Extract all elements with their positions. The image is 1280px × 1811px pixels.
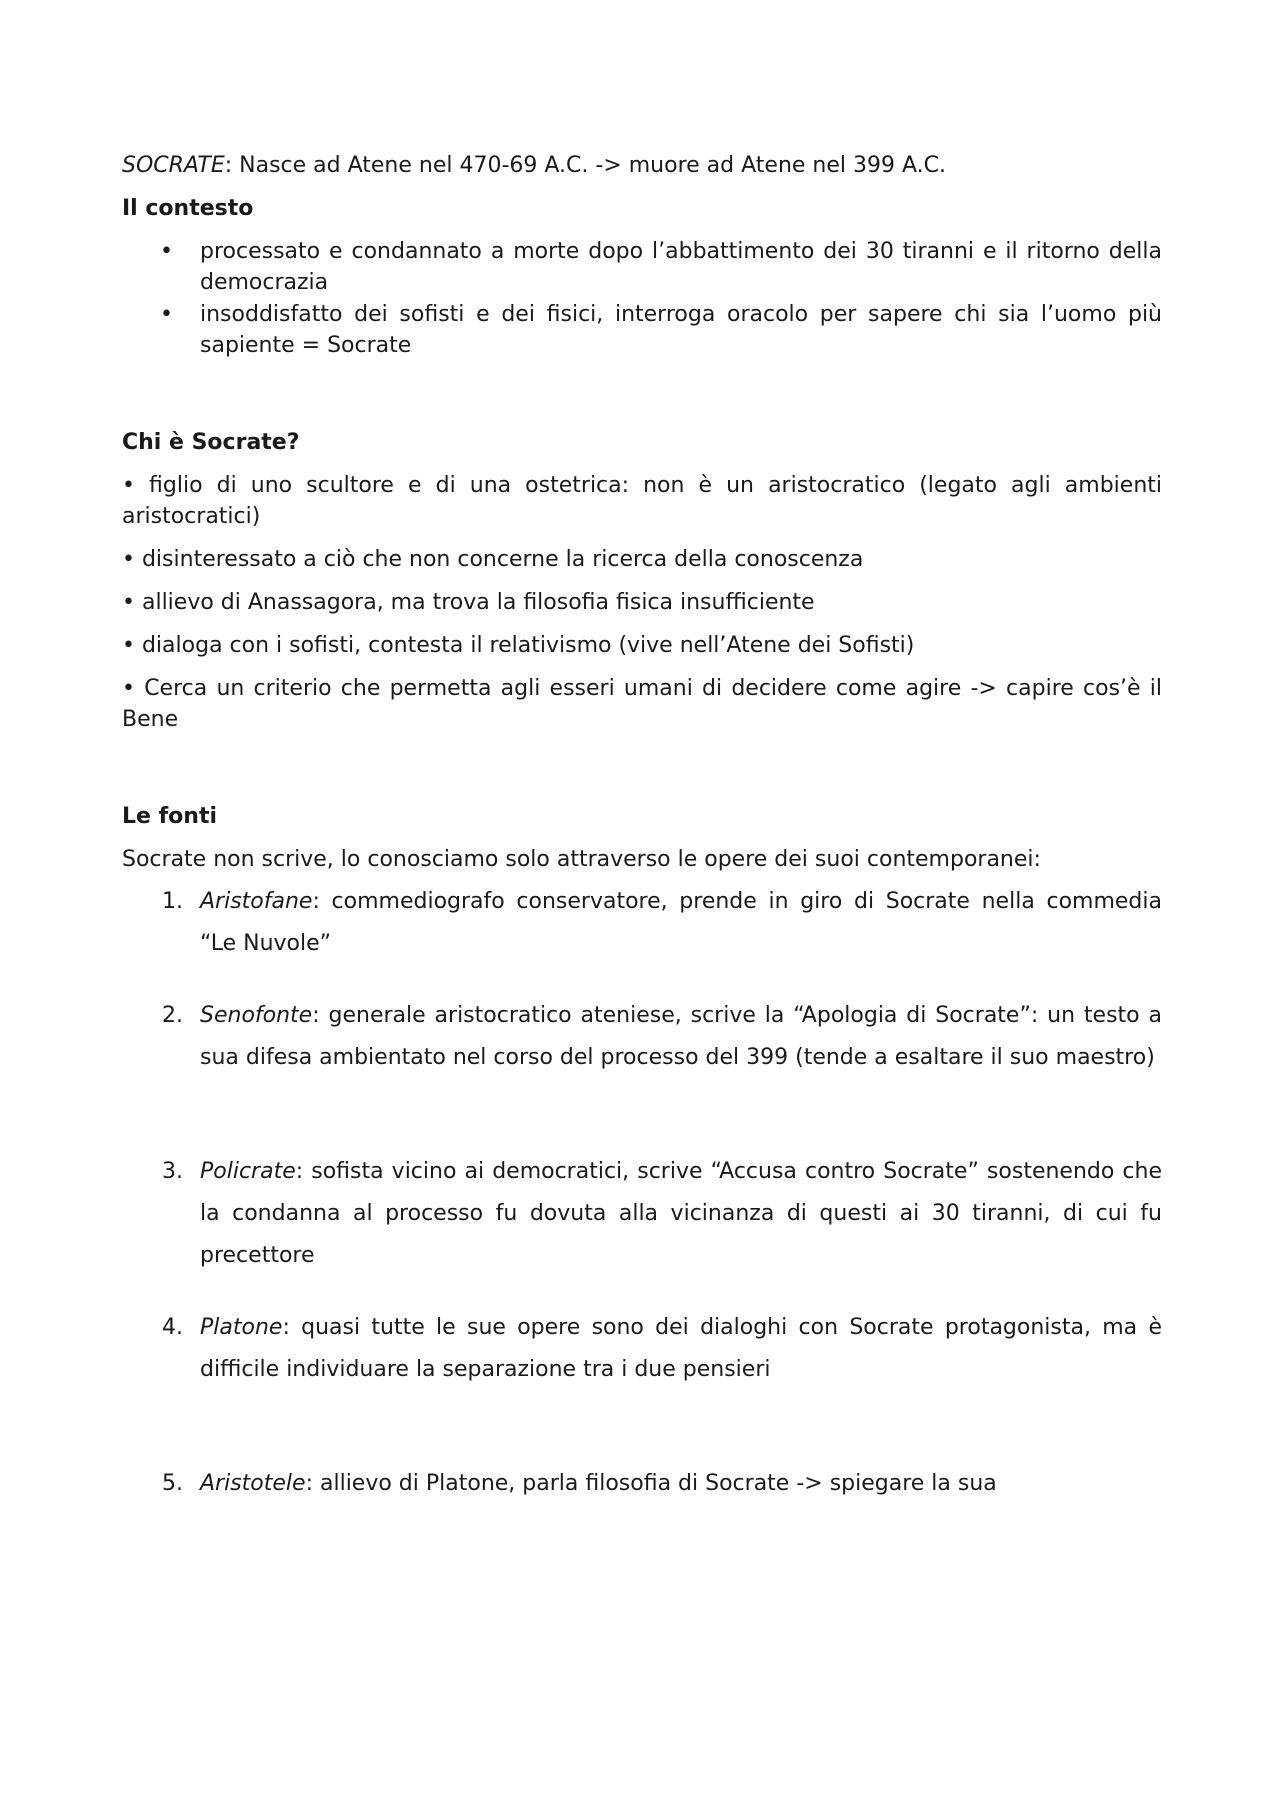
- list-item: [122, 299, 1162, 361]
- chi-item: • Cerca un criterio che permetta agli esseri umani di decidere come agire -> capire cos’è il Bene: [122, 676, 1162, 732]
- list-item: [122, 1307, 1162, 1391]
- list-item: [122, 1151, 1162, 1277]
- source-text: : allievo di Platone, parla filosofia di Socrate -> spiegare la sua: [305, 1471, 997, 1496]
- bullet-icon: •: [160, 239, 173, 264]
- source-name: Senofonte: [200, 1003, 313, 1028]
- list-number: 4.: [162, 1315, 183, 1340]
- heading-contesto: Il contesto: [122, 196, 254, 221]
- fonti-list: [122, 881, 1162, 1505]
- intro-text: : Nasce ad Atene nel 470-69 A.C. -> muore ad Atene nel 399 A.C.: [224, 153, 946, 178]
- list-number: 5.: [162, 1471, 183, 1496]
- bullet-icon: •: [160, 302, 173, 327]
- source-text: : commediografo conservatore, prende in giro di Socrate nella commedia “Le Nuvole”: [200, 889, 1162, 956]
- source-name: Aristotele: [200, 1471, 306, 1496]
- chi-item: • allievo di Anassagora, ma trova la filosofia fisica insufficiente: [122, 590, 815, 615]
- list-number: 2.: [162, 1003, 183, 1028]
- chi-item: • dialoga con i sofisti, contesta il relativismo (vive nell’Atene dei Sofisti): [122, 633, 915, 658]
- chi-item: • disinteressato a ciò che non concerne la ricerca della conoscenza: [122, 547, 864, 572]
- chi-item: • figlio di uno scultore e di una ostetrica: non è un aristocratico (legato agli ambienti aristocratici): [122, 473, 1162, 529]
- list-item-text: insoddisfatto dei sofisti e dei fisici, interroga oracolo per sapere chi sia l’uomo più sapiente = Socrate: [200, 302, 1162, 358]
- list-item: [122, 1463, 1162, 1505]
- list-item: [122, 236, 1162, 298]
- list-item: [122, 881, 1162, 965]
- intro-line: [122, 150, 1162, 181]
- intro-name: SOCRATE: [122, 153, 225, 178]
- source-text: : generale aristocratico ateniese, scrive la “Apologia di Socrate”: un testo a sua difesa ambientato nel corso del processo del 399 (tende a esaltare il suo maestro): [200, 1003, 1162, 1070]
- list-item-text: processato e condannato a morte dopo l’abbattimento dei 30 tiranni e il ritorno della democrazia: [200, 239, 1162, 295]
- document-page: [122, 150, 1162, 1505]
- source-text: : sofista vicino ai democratici, scrive “Accusa contro Socrate” sostenendo che la condanna al processo fu dovuta alla vicinanza di questi ai 30 tiranni, di cui fu precettore: [200, 1159, 1162, 1268]
- list-number: 3.: [162, 1159, 183, 1184]
- source-name: Policrate: [200, 1159, 296, 1184]
- heading-chi: Chi è Socrate?: [122, 430, 300, 455]
- source-text: : quasi tutte le sue opere sono dei dialoghi con Socrate protagonista, ma è difficile individuare la separazione tra i due pensieri: [200, 1315, 1162, 1382]
- heading-fonti: Le fonti: [122, 804, 218, 829]
- contesto-list: [122, 236, 1162, 361]
- list-item: [122, 995, 1162, 1079]
- source-name: Platone: [200, 1315, 283, 1340]
- list-number: 1.: [162, 889, 183, 914]
- fonti-intro: Socrate non scrive, lo conosciamo solo attraverso le opere dei suoi contemporanei:: [122, 847, 1041, 872]
- source-name: Aristofane: [200, 889, 313, 914]
